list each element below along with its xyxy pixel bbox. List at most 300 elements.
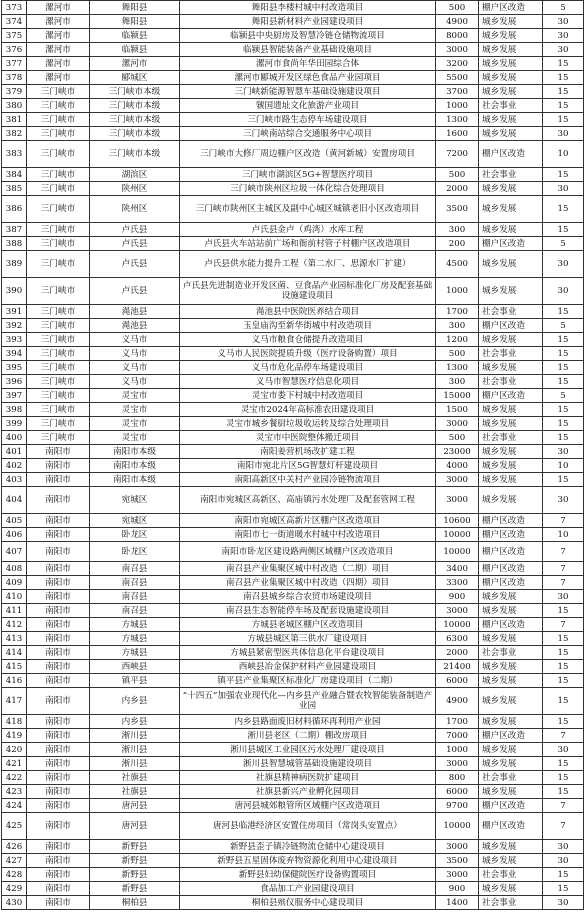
row-number-cell: 417 (2, 688, 27, 715)
district-cell: 卢氏县 (90, 223, 180, 237)
category-cell: 棚户区改造 (479, 237, 543, 251)
investment-cell: 2000 (436, 646, 479, 660)
district-cell: 舞阳县 (90, 1, 180, 15)
investment-cell: 1000 (436, 99, 479, 113)
city-cell: 南阳市 (27, 729, 90, 743)
table-row (2, 319, 584, 333)
city-cell: 南阳市 (27, 660, 90, 674)
term-years-cell: 15 (543, 403, 584, 417)
row-number-cell: 422 (2, 771, 27, 785)
project-name-cell: 方城县紧密型医共体信息化平台建设项目 (180, 646, 436, 660)
project-name-cell: “十四五”加强农业现代化—内乡县产业融合暨农牧智能装备制造产业园 (180, 688, 436, 715)
table-row (2, 141, 584, 168)
category-cell: 城乡发展 (479, 854, 543, 868)
term-years-cell: 15 (543, 57, 584, 71)
district-cell: 三门峡市本级 (90, 127, 180, 141)
row-number-cell: 419 (2, 729, 27, 743)
row-number-cell: 408 (2, 562, 27, 576)
row-number-cell: 426 (2, 840, 27, 854)
district-cell: 宛城区 (90, 487, 180, 514)
row-number-cell: 395 (2, 361, 27, 375)
city-cell: 南阳市 (27, 868, 90, 882)
table-row (2, 347, 584, 361)
term-years-cell: 15 (543, 431, 584, 445)
investment-cell: 1400 (436, 896, 479, 910)
table-row (2, 361, 584, 375)
city-cell: 南阳市 (27, 514, 90, 528)
table-row (2, 757, 584, 771)
table-row (2, 43, 584, 57)
category-cell: 城乡发展 (479, 182, 543, 196)
row-number-cell: 421 (2, 757, 27, 771)
category-cell: 城乡发展 (479, 632, 543, 646)
project-name-cell: 食品加工产业园建设项目 (180, 882, 436, 896)
term-years-cell: 7 (543, 799, 584, 813)
category-cell: 城乡发展 (479, 743, 543, 757)
project-table (1, 0, 584, 910)
category-cell: 社会事业 (479, 868, 543, 882)
district-cell: 义马市 (90, 347, 180, 361)
project-name-cell: 镇平县产业集聚区标准化厂房建设项目（二期） (180, 674, 436, 688)
investment-cell: 4000 (436, 459, 479, 473)
row-number-cell: 424 (2, 799, 27, 813)
city-cell: 三门峡市 (27, 99, 90, 113)
row-number-cell: 412 (2, 618, 27, 632)
category-cell: 棚户区改造 (479, 319, 543, 333)
table-row (2, 646, 584, 660)
category-cell: 社会事业 (479, 99, 543, 113)
city-cell: 漯河市 (27, 1, 90, 15)
city-cell: 三门峡市 (27, 347, 90, 361)
investment-cell: 6300 (436, 632, 479, 646)
term-years-cell: 15 (543, 771, 584, 785)
table-row (2, 882, 584, 896)
category-cell: 城乡发展 (479, 251, 543, 278)
term-years-cell: 30 (543, 278, 584, 305)
category-cell: 城乡发展 (479, 445, 543, 459)
category-cell: 城乡发展 (479, 57, 543, 71)
district-cell: 南阳市本级 (90, 459, 180, 473)
term-years-cell: 5 (543, 237, 584, 251)
table-row (2, 251, 584, 278)
category-cell: 社会事业 (479, 646, 543, 660)
row-number-cell: 390 (2, 278, 27, 305)
table-row (2, 403, 584, 417)
category-cell: 城乡发展 (479, 715, 543, 729)
project-name-cell: 义马市危化品停车场建设项目 (180, 361, 436, 375)
investment-cell: 15000 (436, 389, 479, 403)
row-number-cell: 396 (2, 375, 27, 389)
table-row (2, 868, 584, 882)
table-row (2, 487, 584, 514)
city-cell: 南阳市 (27, 854, 90, 868)
table-row (2, 660, 584, 674)
category-cell: 棚户区改造 (479, 1, 543, 15)
term-years-cell: 15 (543, 223, 584, 237)
district-cell: 临颍县 (90, 43, 180, 57)
project-name-cell: 新野县歪子镇冷链物流仓储中心建设项目 (180, 840, 436, 854)
term-years-cell: 15 (543, 604, 584, 618)
term-years-cell: 30 (543, 896, 584, 910)
term-years-cell: 10 (543, 528, 584, 542)
project-name-cell: 西峡县冶金保护材料产业园建设项目 (180, 660, 436, 674)
row-number-cell: 373 (2, 1, 27, 15)
investment-cell: 3000 (436, 604, 479, 618)
row-number-cell: 375 (2, 29, 27, 43)
category-cell: 社会事业 (479, 305, 543, 319)
table-row (2, 15, 584, 29)
investment-cell: 3000 (436, 417, 479, 431)
term-years-cell: 30 (543, 15, 584, 29)
term-years-cell: 7 (543, 576, 584, 590)
row-number-cell: 377 (2, 57, 27, 71)
city-cell: 南阳市 (27, 445, 90, 459)
row-number-cell: 384 (2, 168, 27, 182)
district-cell: 镇平县 (90, 674, 180, 688)
city-cell: 漯河市 (27, 57, 90, 71)
term-years-cell: 15 (543, 347, 584, 361)
table-row (2, 223, 584, 237)
table-row (2, 840, 584, 854)
table-row (2, 305, 584, 319)
investment-cell: 10000 (436, 542, 479, 562)
term-years-cell: 15 (543, 688, 584, 715)
category-cell: 城乡发展 (479, 840, 543, 854)
term-years-cell: 7 (543, 618, 584, 632)
table-row (2, 813, 584, 840)
investment-cell: 3300 (436, 576, 479, 590)
project-name-cell: 南阳市卧龙区建设路两侧区域棚户区改造项目 (180, 542, 436, 562)
city-cell: 南阳市 (27, 785, 90, 799)
investment-cell: 300 (436, 319, 479, 333)
investment-cell: 8000 (436, 29, 479, 43)
project-name-cell: 临颍县中央厨房及智慧冷链仓储物流项目 (180, 29, 436, 43)
city-cell: 南阳市 (27, 674, 90, 688)
district-cell: 宛城区 (90, 514, 180, 528)
project-name-cell: 舞阳县新材料产业园建设项目 (180, 15, 436, 29)
table-row (2, 562, 584, 576)
city-cell: 三门峡市 (27, 196, 90, 223)
investment-cell: 10000 (436, 528, 479, 542)
term-years-cell: 5 (543, 1, 584, 15)
table-row (2, 417, 584, 431)
term-years-cell: 30 (543, 182, 584, 196)
city-cell: 三门峡市 (27, 417, 90, 431)
project-name-cell: 渑池县中医院医养结合项目 (180, 305, 436, 319)
investment-cell: 2000 (436, 182, 479, 196)
project-name-cell: 淅川县城区工业园区污水处理厂建设项目 (180, 743, 436, 757)
district-cell: 桐柏县 (90, 896, 180, 910)
row-number-cell: 398 (2, 403, 27, 417)
category-cell: 社会事业 (479, 771, 543, 785)
term-years-cell: 30 (543, 590, 584, 604)
term-years-cell: 15 (543, 632, 584, 646)
category-cell: 城乡发展 (479, 688, 543, 715)
row-number-cell: 402 (2, 459, 27, 473)
city-cell: 南阳市 (27, 632, 90, 646)
category-cell: 城乡发展 (479, 590, 543, 604)
district-cell: 淅川县 (90, 743, 180, 757)
table-row (2, 473, 584, 487)
investment-cell: 3700 (436, 85, 479, 99)
project-name-cell: 灵宝市城乡餐厨垃圾收运转及综合处理项目 (180, 417, 436, 431)
table-row (2, 1, 584, 15)
term-years-cell: 15 (543, 757, 584, 771)
row-number-cell: 427 (2, 854, 27, 868)
project-name-cell: 三门峡市大修厂周边棚户区改造（黄河新城）安置房项目 (180, 141, 436, 168)
city-cell: 三门峡市 (27, 319, 90, 333)
city-cell: 漯河市 (27, 29, 90, 43)
term-years-cell: 15 (543, 882, 584, 896)
project-name-cell: 三门峡市路生态停车场建设项目 (180, 113, 436, 127)
investment-cell: 500 (436, 168, 479, 182)
city-cell: 三门峡市 (27, 278, 90, 305)
category-cell: 城乡发展 (479, 333, 543, 347)
table-row (2, 333, 584, 347)
investment-cell: 1300 (436, 113, 479, 127)
city-cell: 三门峡市 (27, 403, 90, 417)
investment-cell: 1300 (436, 361, 479, 375)
city-cell: 三门峡市 (27, 85, 90, 99)
table-row (2, 542, 584, 562)
district-cell: 新野县 (90, 882, 180, 896)
investment-cell: 3400 (436, 562, 479, 576)
table-row (2, 57, 584, 71)
investment-cell: 500 (436, 1, 479, 15)
city-cell: 三门峡市 (27, 141, 90, 168)
table-row (2, 182, 584, 196)
term-years-cell: 15 (543, 868, 584, 882)
investment-cell: 300 (436, 375, 479, 389)
table-row (2, 854, 584, 868)
project-name-cell: 义马市人民医院提质升级（医疗设备购置）项目 (180, 347, 436, 361)
district-cell: 方城县 (90, 618, 180, 632)
row-number-cell: 409 (2, 576, 27, 590)
district-cell: 南阳市本级 (90, 445, 180, 459)
district-cell: 舞阳县 (90, 15, 180, 29)
investment-cell: 3000 (436, 487, 479, 514)
city-cell: 三门峡市 (27, 182, 90, 196)
investment-cell: 4900 (436, 15, 479, 29)
city-cell: 南阳市 (27, 576, 90, 590)
city-cell: 三门峡市 (27, 333, 90, 347)
term-years-cell: 30 (543, 743, 584, 757)
city-cell: 南阳市 (27, 840, 90, 854)
category-cell: 城乡发展 (479, 43, 543, 57)
table-row (2, 113, 584, 127)
city-cell: 南阳市 (27, 688, 90, 715)
row-number-cell: 406 (2, 528, 27, 542)
term-years-cell: 7 (543, 813, 584, 840)
category-cell: 城乡发展 (479, 459, 543, 473)
district-cell: 社旗县 (90, 785, 180, 799)
category-cell: 城乡发展 (479, 196, 543, 223)
category-cell: 城乡发展 (479, 278, 543, 305)
city-cell: 三门峡市 (27, 361, 90, 375)
row-number-cell: 405 (2, 514, 27, 528)
project-name-cell: 义马市粮食仓储提升改造项目 (180, 333, 436, 347)
row-number-cell: 380 (2, 99, 27, 113)
city-cell: 三门峡市 (27, 389, 90, 403)
term-years-cell: 30 (543, 854, 584, 868)
investment-cell: 500 (436, 431, 479, 445)
project-name-cell: 临颍县智能装备产业基础设施项目 (180, 43, 436, 57)
city-cell: 三门峡市 (27, 127, 90, 141)
investment-cell: 3500 (436, 854, 479, 868)
investment-cell: 10000 (436, 618, 479, 632)
category-cell: 城乡发展 (479, 487, 543, 514)
row-number-cell: 382 (2, 127, 27, 141)
city-cell: 三门峡市 (27, 305, 90, 319)
investment-cell: 200 (436, 237, 479, 251)
category-cell: 社会事业 (479, 896, 543, 910)
category-cell: 棚户区改造 (479, 813, 543, 840)
project-name-cell: 卢氏县供水能力提升工程（第二水厂、思源水厂扩建） (180, 251, 436, 278)
investment-cell: 1700 (436, 715, 479, 729)
table-row (2, 729, 584, 743)
project-name-cell: 义马市智慧医疗信息化项目 (180, 375, 436, 389)
category-cell: 城乡发展 (479, 604, 543, 618)
investment-cell: 1200 (436, 333, 479, 347)
district-cell: 新野县 (90, 868, 180, 882)
project-name-cell: 卢氏县先进制造业开发区菌、豆食品产业园标准化厂房及配套基础设施建设项目 (180, 278, 436, 305)
table-row (2, 389, 584, 403)
category-cell: 城乡发展 (479, 473, 543, 487)
investment-cell: 3500 (436, 196, 479, 223)
term-years-cell: 5 (543, 389, 584, 403)
term-years-cell: 15 (543, 375, 584, 389)
district-cell: 新野县 (90, 840, 180, 854)
project-name-cell: 内乡县路面废旧材料循环再利用产业园 (180, 715, 436, 729)
category-cell: 社会事业 (479, 347, 543, 361)
table-row (2, 785, 584, 799)
row-number-cell: 394 (2, 347, 27, 361)
investment-cell: 1500 (436, 403, 479, 417)
city-cell: 南阳市 (27, 882, 90, 896)
term-years-cell: 15 (543, 417, 584, 431)
project-name-cell: 南召县城乡综合农贸市场建设项目 (180, 590, 436, 604)
city-cell: 三门峡市 (27, 113, 90, 127)
term-years-cell: 15 (543, 674, 584, 688)
district-cell: 灵宝市 (90, 431, 180, 445)
term-years-cell: 15 (543, 361, 584, 375)
investment-cell: 3000 (436, 43, 479, 57)
district-cell: 卢氏县 (90, 278, 180, 305)
term-years-cell: 15 (543, 99, 584, 113)
project-name-cell: 三门峡新能源智慧车基础设施建设项目 (180, 85, 436, 99)
project-name-cell: 南召县产业集聚区城中村改造（四期）项目 (180, 576, 436, 590)
district-cell: 湖滨区 (90, 168, 180, 182)
row-number-cell: 374 (2, 15, 27, 29)
city-cell: 南阳市 (27, 799, 90, 813)
project-name-cell: 南阳市宛城区高新片区棚户区改造项目 (180, 514, 436, 528)
category-cell: 棚户区改造 (479, 528, 543, 542)
investment-cell: 5500 (436, 71, 479, 85)
investment-cell: 23000 (436, 445, 479, 459)
city-cell: 南阳市 (27, 757, 90, 771)
investment-cell: 3000 (436, 868, 479, 882)
row-number-cell: 404 (2, 487, 27, 514)
investment-cell: 800 (436, 771, 479, 785)
term-years-cell: 7 (543, 562, 584, 576)
city-cell: 南阳市 (27, 528, 90, 542)
district-cell: 卢氏县 (90, 237, 180, 251)
investment-cell: 1600 (436, 127, 479, 141)
district-cell: 灵宝市 (90, 417, 180, 431)
district-cell: 淅川县 (90, 757, 180, 771)
table-row (2, 459, 584, 473)
table-row (2, 715, 584, 729)
project-name-cell: 灵宝市中医院整体搬迁项目 (180, 431, 436, 445)
district-cell: 灵宝市 (90, 389, 180, 403)
investment-cell: 21400 (436, 660, 479, 674)
row-number-cell: 415 (2, 660, 27, 674)
term-years-cell: 15 (543, 473, 584, 487)
project-name-cell: 灵宝市2024年高标准农田建设项目 (180, 403, 436, 417)
category-cell: 城乡发展 (479, 785, 543, 799)
row-number-cell: 385 (2, 182, 27, 196)
term-years-cell: 15 (543, 71, 584, 85)
district-cell: 三门峡市本级 (90, 99, 180, 113)
project-name-cell: 三门峡市湖滨区5G+智慧医疗项目 (180, 168, 436, 182)
table-row (2, 799, 584, 813)
district-cell: 淅川县 (90, 729, 180, 743)
row-number-cell: 420 (2, 743, 27, 757)
term-years-cell: 15 (543, 113, 584, 127)
term-years-cell: 15 (543, 168, 584, 182)
category-cell: 社会事业 (479, 168, 543, 182)
district-cell: 内乡县 (90, 688, 180, 715)
table-row (2, 168, 584, 182)
city-cell: 南阳市 (27, 590, 90, 604)
table-row (2, 604, 584, 618)
table-row (2, 576, 584, 590)
row-number-cell: 386 (2, 196, 27, 223)
category-cell: 城乡发展 (479, 882, 543, 896)
term-years-cell: 15 (543, 85, 584, 99)
term-years-cell: 30 (543, 127, 584, 141)
investment-cell: 1700 (436, 305, 479, 319)
row-number-cell: 387 (2, 223, 27, 237)
city-cell: 三门峡市 (27, 251, 90, 278)
term-years-cell: 15 (543, 333, 584, 347)
category-cell: 城乡发展 (479, 15, 543, 29)
investment-cell: 7200 (436, 141, 479, 168)
investment-cell: 1000 (436, 743, 479, 757)
project-name-cell: 卢氏县金卢（鸡湾）水库工程 (180, 223, 436, 237)
table-row (2, 431, 584, 445)
category-cell: 城乡发展 (479, 113, 543, 127)
city-cell: 南阳市 (27, 459, 90, 473)
row-number-cell: 411 (2, 604, 27, 618)
district-cell: 南阳市本级 (90, 473, 180, 487)
table-row (2, 85, 584, 99)
category-cell: 城乡发展 (479, 757, 543, 771)
category-cell: 城乡发展 (479, 223, 543, 237)
investment-cell: 6000 (436, 674, 479, 688)
project-name-cell: 南阳高新区中关村产业园冷链物流项目 (180, 473, 436, 487)
city-cell: 南阳市 (27, 813, 90, 840)
term-years-cell: 5 (543, 319, 584, 333)
project-name-cell: 方城县城区第三供水厂建设项目 (180, 632, 436, 646)
project-name-cell: 漯河市食尚年华田园综合体 (180, 57, 436, 71)
row-number-cell: 423 (2, 785, 27, 799)
city-cell: 三门峡市 (27, 223, 90, 237)
district-cell: 南召县 (90, 590, 180, 604)
city-cell: 南阳市 (27, 743, 90, 757)
project-name-cell: 唐河县临港经济区安置住房项目（常岗头安置点） (180, 813, 436, 840)
term-years-cell: 30 (543, 43, 584, 57)
